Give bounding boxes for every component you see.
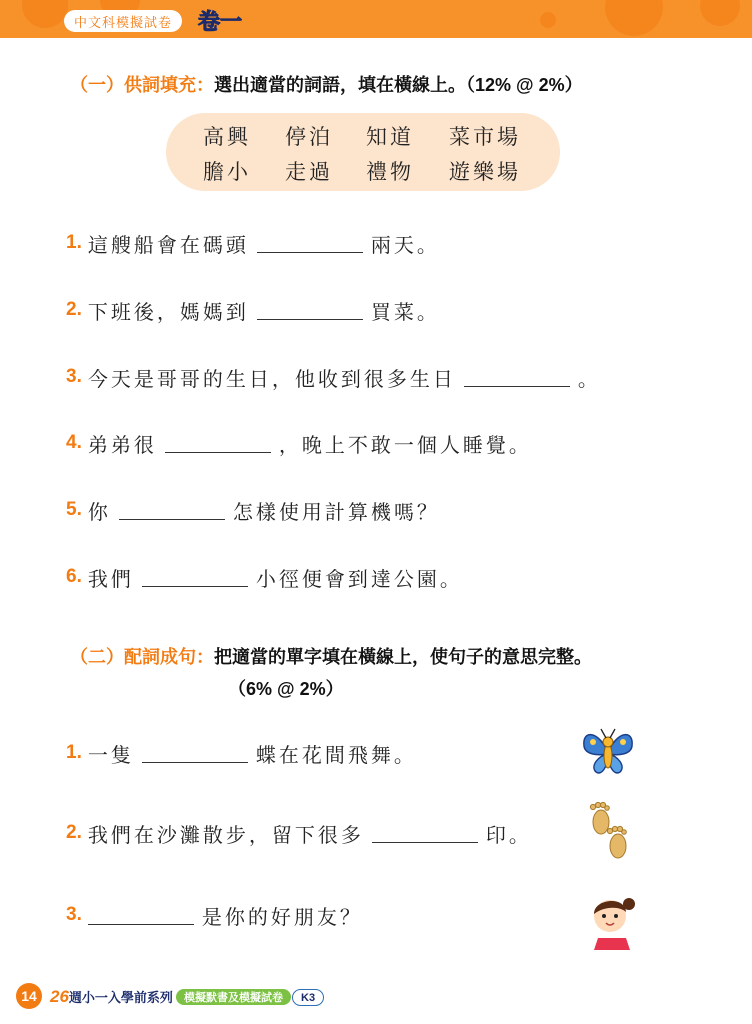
question-number: 2. [66,822,82,843]
word-bank-item: 禮物 [366,160,414,184]
section2-instruction: 把適當的單字填在橫線上，使句子的意思完整。 [214,647,592,667]
section1-heading [70,71,583,97]
section2-number: （二） [70,647,124,667]
question-row [66,736,417,770]
word-bank-item: 停泊 [285,125,333,149]
answer-blank[interactable] [257,301,363,320]
question-row [66,816,532,850]
page-number: 14 [16,983,42,1009]
question-text-before: 下班後，媽媽到 [87,299,249,324]
question-number: 2. [66,299,82,320]
question-number: 5. [66,499,82,520]
footer-book-pill: 模擬默書及模擬試卷 [176,989,291,1005]
section1-instruction: 選出適當的詞語，填在橫線上。（12% @ 2%） [214,75,583,95]
word-bank-item: 菜市場 [449,125,521,149]
answer-blank[interactable] [165,434,271,453]
question-text-after: 是你的好朋友？ [201,904,363,929]
series-text: 週小一入學前系列 [68,990,173,1005]
question-row [66,426,532,460]
question-text-after: 怎樣使用計算機嗎？ [232,499,440,524]
section2-marks: （6% @ 2%） [228,679,344,699]
question-row [66,493,440,527]
question-text-after: ，晚上不敢一個人睡覺。 [278,432,532,457]
question-text-after: 小徑便會到達公園。 [255,566,463,591]
series-tag: 中文科模擬試卷 [64,10,182,32]
question-text-before: 你 [87,499,111,524]
flower-decoration [700,0,740,26]
flower-decoration [22,0,68,28]
footprints-icon [586,800,636,864]
question-row [66,293,440,327]
footer-level-badge: K3 [292,989,324,1006]
word-bank-item: 知道 [366,125,414,149]
answer-blank[interactable] [257,234,363,253]
flower-decoration [540,12,556,28]
word-bank-item: 高興 [203,125,251,149]
question-text-before: 我們在沙灘散步，留下很多 [87,822,364,847]
question-number: 3. [66,366,82,387]
question-text-after: 兩天。 [370,232,440,257]
question-text-before: 這艘船會在碼頭 [87,232,249,257]
series-number: 26 [50,987,69,1006]
answer-blank[interactable] [464,368,570,387]
question-number: 6. [66,566,82,587]
question-number: 1. [66,232,82,253]
footer-series [50,987,173,1007]
section1-label: 供詞填充： [124,75,214,95]
question-number: 3. [66,904,82,925]
question-text-before: 弟弟很 [87,432,157,457]
section2-label: 配詞成句： [124,647,214,667]
answer-blank[interactable] [142,568,248,587]
question-number: 1. [66,742,82,763]
question-text-before: 我們 [87,566,134,591]
question-row [66,560,463,594]
question-text-after: 。 [577,366,601,391]
volume-title: 卷一 [198,9,243,34]
answer-blank[interactable] [372,824,478,843]
question-row [66,898,363,932]
question-number: 4. [66,432,82,453]
question-text-after: 蝶在花間飛舞。 [255,742,417,767]
question-text-after: 買菜。 [370,299,440,324]
question-row [66,226,440,260]
answer-blank[interactable] [119,501,225,520]
section2-heading [70,643,592,669]
word-bank-item: 膽小 [203,160,251,184]
flower-decoration [605,0,663,36]
butterfly-icon [580,724,636,780]
top-banner [0,0,752,38]
word-bank-item: 遊樂場 [449,160,521,184]
word-bank-item: 走過 [285,160,333,184]
question-text-before: 一隻 [87,742,134,767]
girl-icon [584,888,640,950]
question-text-before: 今天是哥哥的生日，他收到很多生日 [87,366,456,391]
answer-blank[interactable] [142,744,248,763]
section1-number: （一） [70,75,124,95]
question-row [66,360,601,394]
question-text-after: 印。 [485,822,532,847]
answer-blank[interactable] [88,906,194,925]
